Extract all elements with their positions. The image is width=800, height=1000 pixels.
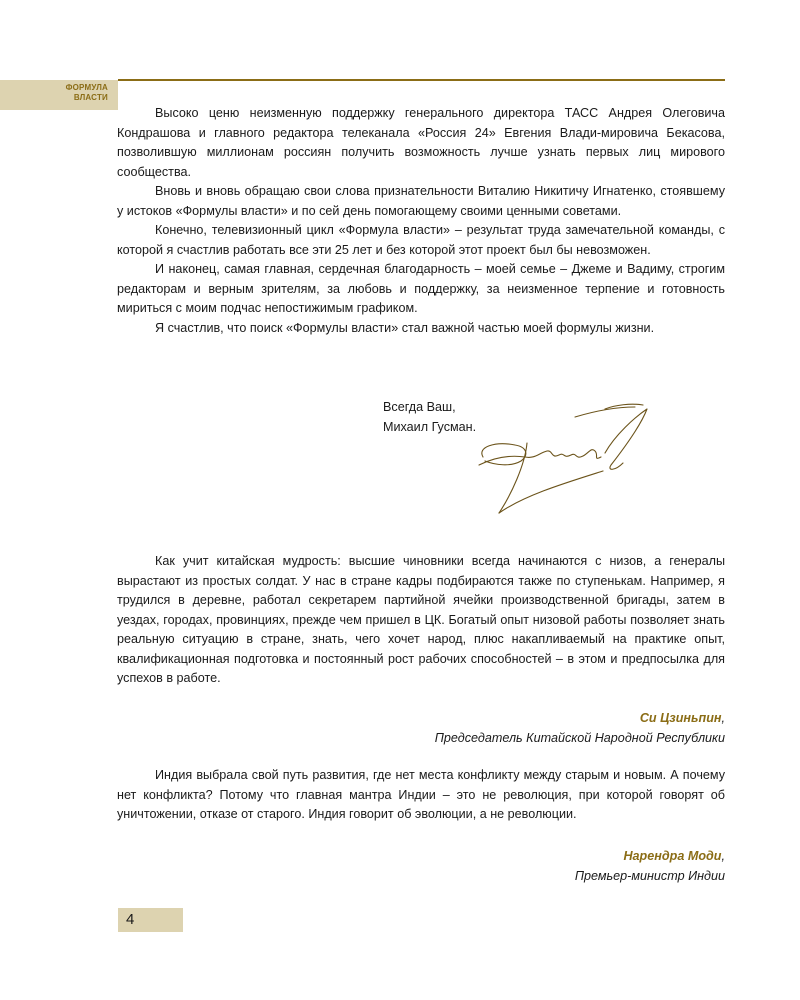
letter-paragraph: Я счастлив, что поиск «Формулы власти» стал важной частью моей формулы жизни. [155,320,655,335]
section-label [66,83,108,103]
section-label-line2: ВЛАСТИ [73,93,108,102]
quote-author-name: Нарендра Моди [623,849,722,863]
page-number: 4 [126,911,135,928]
section-header-band [0,80,118,110]
page-number-box [118,908,183,932]
letter-paragraph: Высоко ценю неизменную поддержку генерального директора ТАСС Андрея Олеговича Кондрашова и главного редактора телеканала «Россия 24» Евгения Влади-мировича Бекасова, позволившую миллионам россиян получить возможность лучше узнать первых лиц мирового сообщества. [117,106,725,179]
quote-author-title: Премьер-министр Индии [574,869,725,883]
handwritten-signature [455,395,655,520]
quote-author-comma: , [721,711,725,725]
letter-paragraph: Конечно, телевизионный цикл «Формула власти» – результат труда замечательной команды, с которой я счастлив работать все эти 25 лет и без которой этот проект был бы невозможен. [117,223,725,257]
letter-paragraph: Вновь и вновь обращаю свои слова признательности Виталию Никитичу Игнатенко, стоявшему у истоков «Формулы власти» и по сей день помогающему своими ценными советами. [117,184,725,218]
quote-text: Как учит китайская мудрость: высшие чиновники всегда начинаются с низов, а генералы вырастают из простых солдат. У нас в стране кадры подбираются также по ступенькам. Например, я трудился в деревне, работал секретарем партийной ячейки производственной бригады, затем в уездах, городах, провинциях, прежде чем пришел в ЦК. Богатый опыт низовой работы позволяет знать реальную ситуацию в стране, знать, чего хочет народ, плюс накапливаемый на практике опыт, квалификационная подготовка и постоянный рост рабочих способностей – в этом и предпосылка для успехов в работе. [117,554,725,685]
letter-paragraph: И наконец, самая главная, сердечная благодарность – моей семье – Джеме и Вадиму, строгим редакторам и верным зрителям, за любовь и поддержку, за неизменное терпение и готовность мириться с моим подчас непостижимым графиком. [117,262,725,315]
section-label-line1: ФОРМУЛА [65,83,108,92]
quote-block [117,552,725,689]
quote-attribution [435,708,725,748]
quote-author-comma: , [721,849,725,863]
quote-author-title: Председатель Китайской Народной Республики [434,731,725,745]
letter-body [117,104,725,338]
quote-author-name: Си Цзиньпин [639,711,722,725]
letter-closing: Всегда Ваш, [383,400,456,414]
quote-block [117,766,725,825]
quote-text: Индия выбрала свой путь развития, где нет места конфликту между старым и новым. А почему нет конфликта? Потому что главная мантра Индии – это не революция, при которой говорят об уничтожении, отказе от старого. Индия говорит об эволюции, а не революции. [117,768,725,821]
quote-attribution [575,846,725,886]
letter-author: Михаил Гусман. [383,420,477,434]
header-rule [118,79,725,81]
